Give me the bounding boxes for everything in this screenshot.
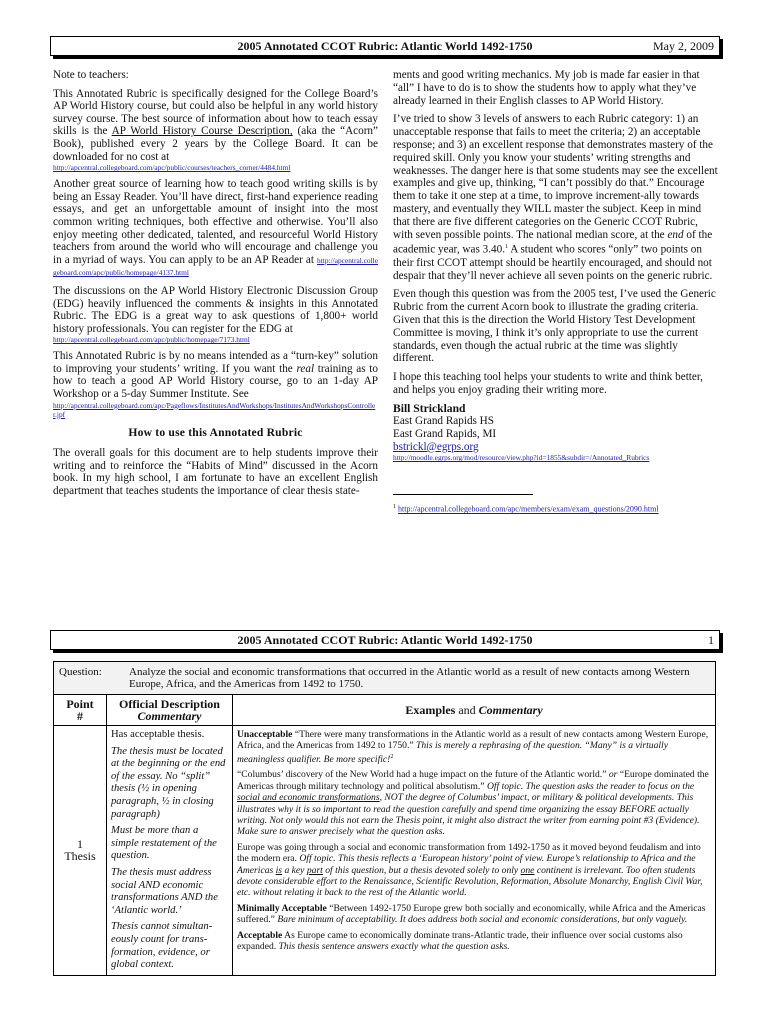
thesis-row <box>54 726 716 976</box>
reader-apply-link[interactable]: http://apcentral.collegeboard.com/apc/public/homepage/4137.html <box>53 255 378 278</box>
official-description-header: Official Description Commentary <box>107 695 233 726</box>
teachers-corner-link[interactable]: http://apcentral.collegeboard.com/apc/public/courses/teachers_corner/4484.html <box>53 163 291 173</box>
author-name: Bill Strickland <box>393 401 466 415</box>
right-column <box>393 69 719 516</box>
intro-paragraph: This Annotated Rubric is specifically designed for the College Board’s AP World History course, but could also be helpful in any world history survey course. The best source of information about how to teach essay skills is the AP World History Course Description, (aka the “Acorn” Book), published every 2 years by the College Board. It can be downloaded for no cost at http://apcentral.collegeboard.com/apc/public/courses/teachers_corner/4484.html <box>53 87 378 173</box>
edg-register-link[interactable]: http://apcentral.collegeboard.com/apc/public/homepage/7173.html <box>53 335 250 345</box>
example-unacceptable: Unacceptable “There were many transformations in the Atlantic world as a result of new contacts among Western Europe, Africa, and the Americas from 1492 to 1750.” This is merely a rephrasing of the question. “Many” is a virtually meaningless qualifier. Be more specific!$^2$ <box>237 729 709 765</box>
description-cell: Has acceptable thesis. The thesis must be located at the beginning or the end of the essay. No “split” thesis (½ in opening paragraph, ½ in closing paragraph) Must be more than a simple restatement of the question. The thesis must address social AND economic transformations AND the ‘Atlantic world.’ Thesis cannot simultan-eously count for trans-formation, evidence, or global context. <box>107 726 233 976</box>
point-column-header: Point # <box>54 695 107 726</box>
author-city: East Grand Rapids, MI <box>393 428 497 441</box>
exam-questions-link[interactable]: http://apcentral.collegeboard.com/apc/members/exam/exam_questions/2090.html <box>398 504 659 514</box>
point-cell: 1 Thesis <box>54 726 107 976</box>
mechanics-paragraph: ments and good writing mechanics. My job is made far easier in that “all” I have to do is to show the students how to apply what they’ve already learned in their English classes to AP World History. <box>393 69 700 107</box>
essay-reader-paragraph: Another great source of learning how to teach good writing skills is by being an Essay Reader. You’ll have direct, first-hand experience reading essays, and get an unforgettable amount of insight into the most common writing techniques, both effective and otherwise. You’ll also enjoy meeting other dedicated, talented, and resourceful World History teachers from around the world who will encourage and challenge you in a myriad of ways. You can apply to be an AP Reader at http://apcentral.collegeboard.com/apc/public/homepage/4137.html <box>53 178 378 278</box>
header-title: 2005 Annotated CCOT Rubric: Atlantic World 1492-1750 <box>237 633 533 647</box>
page-header-top <box>50 36 720 56</box>
workshop-paragraph: This Annotated Rubric is by no means intended as a “turn-key” solution to improving your students’ writing. If you want the real training as to how to teach a good AP World History course, go to an 1-day AP Workshop or a 5-day Summer Institute. See http://apcentral.collegeboard.com/apc/Pageflows/InstitutesAndWorkshops/InstitutesAndWorkshopsController.jpf <box>53 350 379 419</box>
page-number: 1 <box>708 633 714 647</box>
goals-paragraph: The overall goals for this document are to help students improve their writing and to reinforce the “Habits of Mind” discussed in the Acorn book. In my high school, I am fortunate to have an excellent English department that teaches students the importance of clear thesis state- <box>53 447 378 498</box>
moodle-link[interactable]: http://moodle.egrps.org/mod/resource/view.php?id=1855&subdir=/Annotated_Rubrics <box>393 453 650 463</box>
author-school: East Grand Rapids HS <box>393 415 494 428</box>
edg-paragraph: The discussions on the AP World History Electronic Discussion Group (EDG) heavily influenced the comments & insights in this Annotated Rubric. The EDG is a great way to ask questions of 1,800+ world history professionals. You can register for the EDG at http://apcentral.collegeboard.com/apc/public/homepage/7173.html <box>53 284 378 345</box>
footnote: $^1$ http://apcentral.collegeboard.com/apc/members/exam/exam_questions/2090.html <box>393 504 659 514</box>
examples-cell <box>233 726 716 976</box>
header-title: 2005 Annotated CCOT Rubric: Atlantic World 1492-1750 <box>237 39 533 53</box>
examples-header: Examples and Commentary <box>233 695 716 726</box>
note-heading: Note to teachers: <box>53 69 129 81</box>
header-row <box>54 695 716 726</box>
course-description-link[interactable]: AP World History Course Description, <box>111 125 293 138</box>
author-email-link[interactable]: bstrickl@egrps.org <box>393 440 479 453</box>
section-subheading: How to use this Annotated Rubric <box>128 425 303 439</box>
generic-rubric-paragraph: Even though this question was from the 2005 test, I’ve used the Generic Rubric from the current Acorn book to illustrate the grading criteria. Given that this is the direction the World History Test Development Committee is moving, I think it’s only appropriate to use the current standards, even though the actual rubric at the time was slightly different. <box>393 288 716 365</box>
example-off-topic-1: “Columbus’ discovery of the New World had a huge impact on the future of the Atlantic world.” or “Europe dominated the Americas through military technology and political absolutism.” Off topic. The question asks the reader to focus on the social and economic transformations, NOT the degree of Columbus’ impact, or military & political developments. This illustrates why it is so important to read the question carefully and spend time organizing the essay BEFORE actually writing. Not only would this not earn the Thesis point, it might also distract the writer from earning point #3 (Evidence). Make sure to answer precisely what the question asks. <box>237 769 709 838</box>
left-column <box>53 69 378 504</box>
question-row <box>54 662 716 695</box>
question-text: Analyze the social and economic transformations that occurred in the Atlantic world as a result of new contacts among Western Europe, Africa, and the Americas from 1492 to 1750. <box>129 666 690 690</box>
levels-paragraph: I’ve tried to show 3 levels of answers to each Rubric category: 1) an unacceptable response that fails to meet the criteria; 2) an acceptable response; and 3) an excellent response that demonstrates mastery of the required skill. Only you know your students’ writing strengths and weaknesses. The danger here is that some students may see the excellent examples and give up, thinking, “I can’t possibly do that.” Encourage them to take it one step at a time, to improve increment-ally towards mastery, and eventually they WILL master the subject. Keep in mind that there are five different categories on the Generic CCOT Rubric, with seven possible points. The national median score, at the end of the academic year, was 3.40.$^1$ A student who scores “only” two points on their first CCOT attempt should be heartily encouraged, and should not despair that they’ll never achieve all seven points on the generic rubric. <box>393 113 718 282</box>
footnote-ref[interactable]: 1 <box>505 244 508 251</box>
header-date: May 2, 2009 <box>653 39 714 53</box>
example-off-topic-2: Europe was going through a social and economic transformation from 1492-1750 as it moved beyond feudalism and into the modern era. Off topic. This thesis reflects a ‘European history’ point of view. Europe’s relationship to Africa and the Americas is a key part of this question, but a thesis devoted solely to only one continent is irrelevant. Too often students devote considerable effort to the Renaissance, Scientific Revolution, Reformation, Absolute Monarchy, English Civil War, etc. without relating it back to the rest of the Atlantic world. <box>237 841 703 899</box>
footnote-divider <box>393 494 533 495</box>
example-minimally-acceptable: Minimally Acceptable “Between 1492-1750 Europe grew both socially and economically, while Africa and the Americas suffered.” Bare minimum of acceptability. It does address both social and economic considerations, but only vaguely. <box>237 902 706 926</box>
rubric-table <box>53 661 716 976</box>
closing-paragraph: I hope this teaching tool helps your students to write and think better, and helps you enjoy grading their writing more. <box>393 371 703 397</box>
institutes-link[interactable]: http://apcentral.collegeboard.com/apc/Pageflows/InstitutesAndWorkshops/InstitutesAndWorkshopsController.jpf <box>53 400 376 419</box>
example-acceptable: Acceptable As Europe came to economically dominate trans-Atlantic trade, their influence over social customs also expanded. This thesis sentence answers exactly what the question asks. <box>237 929 683 953</box>
question-label: Question: <box>59 666 102 678</box>
page-header-rubric <box>50 630 720 650</box>
